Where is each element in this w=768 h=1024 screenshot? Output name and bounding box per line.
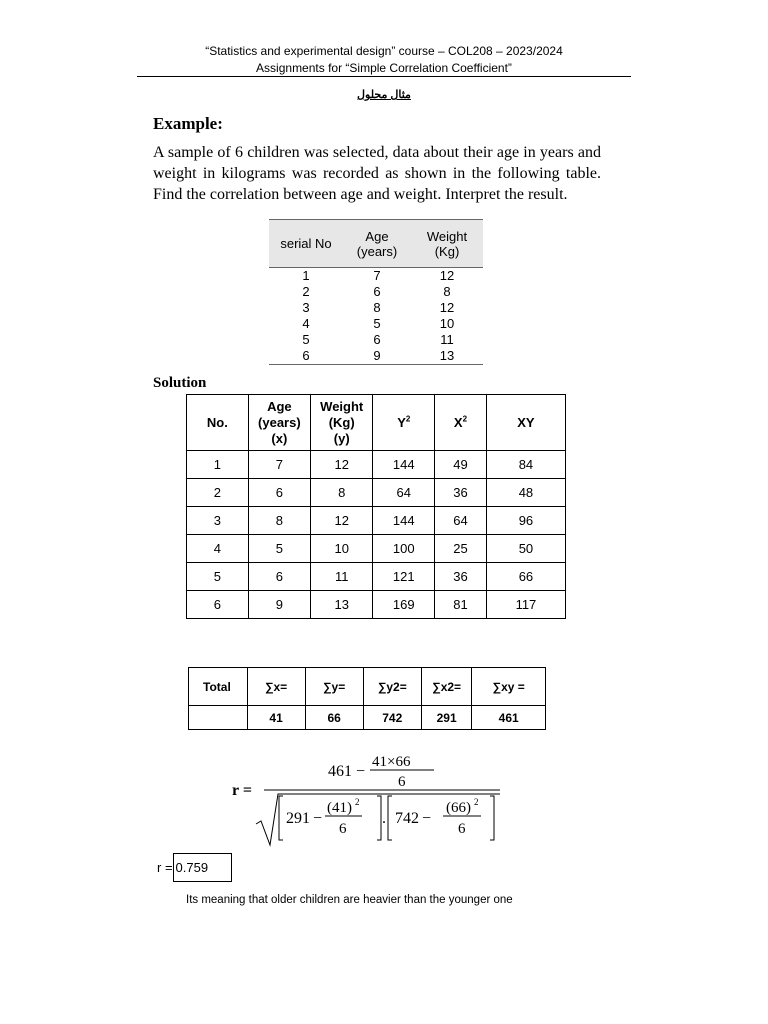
given-header-weight-text: Weight (Kg)	[426, 228, 468, 259]
solution-row	[187, 535, 566, 563]
sol-header-x2	[435, 395, 487, 451]
given-cell: 10	[439, 316, 455, 331]
sol-header-y2	[373, 395, 435, 451]
given-cell: 2	[302, 284, 310, 299]
arabic-heading: مثال محلول	[357, 89, 411, 101]
given-cell: 6	[269, 348, 343, 365]
sol-cell: 81	[435, 591, 487, 619]
formula-d1-sq: 2	[355, 797, 360, 807]
totals-sum-xy-label: ∑xy =	[472, 668, 546, 706]
sol-cell: 100	[373, 535, 435, 563]
sol-cell: 3	[187, 507, 249, 535]
formula-r-lhs: r =	[232, 782, 252, 799]
sol-cell: 121	[373, 563, 435, 591]
given-cell: 7	[373, 268, 381, 283]
sol-cell: 6	[248, 479, 310, 507]
sol-header-age-text: Age (years) (x)	[258, 398, 301, 446]
sol-cell: 6	[187, 591, 249, 619]
sol-header-age	[248, 395, 310, 451]
sol-cell: 5	[248, 535, 310, 563]
sol-cell: 117	[486, 591, 565, 619]
solution-row	[187, 563, 566, 591]
sol-header-x2-sup: 2	[462, 414, 468, 424]
given-row	[269, 332, 483, 348]
formula-d2-value: 742	[395, 810, 419, 827]
sol-cell: 48	[486, 479, 565, 507]
given-cell: 9	[343, 348, 411, 365]
formula-d1-bottom: 6	[339, 821, 347, 837]
sol-cell: 169	[373, 591, 435, 619]
example-heading: Example:	[153, 114, 223, 133]
given-header-serial-text: serial No	[280, 236, 332, 251]
given-cell: 5	[302, 332, 310, 347]
given-cell: 13	[411, 348, 483, 365]
sol-cell: 13	[311, 591, 373, 619]
solution-heading: Solution	[153, 375, 207, 391]
solution-row	[187, 451, 566, 479]
sol-cell: 50	[486, 535, 565, 563]
formula-d2-bottom: 6	[458, 821, 466, 837]
given-row	[269, 300, 483, 316]
r-result	[157, 853, 232, 882]
sol-cell: 12	[311, 507, 373, 535]
sol-cell: 4	[187, 535, 249, 563]
sol-cell: 96	[486, 507, 565, 535]
sol-cell: 9	[248, 591, 310, 619]
problem-statement: A sample of 6 children was selected, data about their age in years and weight in kilograms was recorded as shown in the following table. Find the correlation between age and weight. Interpret the result.	[153, 144, 601, 203]
solution-table	[186, 394, 566, 619]
totals-label-row	[189, 668, 546, 706]
sol-cell: 11	[311, 563, 373, 591]
given-cell: 12	[439, 300, 455, 315]
given-cell: 6	[373, 284, 381, 299]
sol-cell: 64	[373, 479, 435, 507]
given-row	[269, 348, 483, 365]
sol-cell: 5	[187, 563, 249, 591]
sol-cell: 1	[187, 451, 249, 479]
sol-header-y2-sup: 2	[405, 414, 411, 424]
formula-d1-value: 291	[286, 810, 310, 827]
correlation-formula	[228, 748, 518, 848]
r-result-label: r =	[157, 860, 173, 875]
given-cell: 8	[443, 284, 451, 299]
given-cell: 11	[440, 332, 454, 347]
formula-d2-top: (66)	[446, 800, 471, 816]
solution-row	[187, 479, 566, 507]
totals-sum-x-label: ∑x=	[247, 668, 305, 706]
r-result-value-box: 0.759	[173, 853, 232, 882]
formula-num-frac-bottom: 6	[398, 774, 406, 790]
sol-cell: 36	[435, 563, 487, 591]
formula-bracket-2-open	[388, 796, 392, 840]
totals-sum-x2-value: 291	[421, 706, 471, 730]
sol-cell: 6	[248, 563, 310, 591]
sol-cell: 7	[248, 451, 310, 479]
sol-header-xy	[486, 395, 565, 451]
formula-bracket-1-open	[279, 796, 283, 840]
formula-num-minus: −	[356, 763, 366, 780]
sol-cell: 2	[187, 479, 249, 507]
given-cell: 12	[439, 268, 455, 283]
solution-header-row	[187, 395, 566, 451]
header-line-2: Assignments for “Simple Correlation Coefficient”	[256, 61, 512, 75]
solution-row	[187, 591, 566, 619]
header-line-1: “Statistics and experimental design” course – COL208 – 2023/2024	[205, 44, 563, 58]
sol-header-weight	[311, 395, 373, 451]
sol-cell: 8	[248, 507, 310, 535]
formula-num-value: 461	[328, 763, 352, 780]
formula-dot: .	[382, 810, 386, 827]
given-header-row	[269, 220, 483, 268]
given-data-table	[269, 219, 483, 365]
sol-cell: 10	[311, 535, 373, 563]
sol-cell: 64	[435, 507, 487, 535]
totals-table	[188, 667, 546, 730]
formula-bracket-2-close	[490, 796, 494, 840]
sol-cell: 144	[373, 507, 435, 535]
given-cell: 1	[302, 268, 310, 283]
totals-sum-y2-label: ∑y2=	[363, 668, 421, 706]
sol-header-y2-text: Y	[397, 414, 406, 430]
formula-num-frac-top: 41×66	[372, 754, 411, 770]
header-rule	[137, 76, 631, 77]
formula-d1-minus: −	[313, 810, 323, 827]
sol-header-xy-text: XY	[517, 414, 535, 430]
totals-sum-y-value: 66	[305, 706, 363, 730]
formula-bracket-1-close	[377, 796, 381, 840]
formula-d2-sq: 2	[474, 797, 479, 807]
given-cell: 5	[373, 316, 381, 331]
totals-label: Total	[189, 668, 248, 706]
given-header-age	[343, 220, 411, 268]
sol-cell: 12	[311, 451, 373, 479]
sol-cell: 49	[435, 451, 487, 479]
sol-cell: 66	[486, 563, 565, 591]
given-header-serial	[269, 220, 343, 268]
totals-value-row	[189, 706, 546, 730]
totals-sum-y2-value: 742	[363, 706, 421, 730]
given-cell: 3	[302, 300, 310, 315]
sol-header-no	[187, 395, 249, 451]
totals-sum-xy-value: 461	[472, 706, 546, 730]
given-row	[269, 284, 483, 300]
sol-cell: 144	[373, 451, 435, 479]
sol-cell: 8	[311, 479, 373, 507]
formula-d2-minus: −	[422, 810, 432, 827]
totals-empty-cell	[189, 706, 248, 730]
given-header-age-text: Age (years)	[356, 228, 398, 259]
sol-cell: 84	[486, 451, 565, 479]
formula-d1-top: (41)	[327, 800, 352, 816]
sol-cell: 36	[435, 479, 487, 507]
sol-header-weight-text: Weight (Kg) (y)	[320, 398, 364, 446]
solution-row	[187, 507, 566, 535]
sol-cell: 25	[435, 535, 487, 563]
given-header-weight	[411, 220, 483, 268]
given-row	[269, 268, 483, 285]
sol-header-x2-text: X	[453, 414, 463, 430]
totals-sum-x-value: 41	[247, 706, 305, 730]
totals-sum-y-label: ∑y=	[305, 668, 363, 706]
given-row	[269, 316, 483, 332]
totals-sum-x2-label: ∑x2=	[421, 668, 471, 706]
given-cell: 6	[373, 332, 381, 347]
given-cell: 8	[373, 300, 381, 315]
sol-header-no-text: No.	[206, 414, 228, 430]
given-cell: 4	[302, 316, 310, 331]
interpretation-text: Its meaning that older children are heavier than the younger one	[186, 894, 513, 906]
